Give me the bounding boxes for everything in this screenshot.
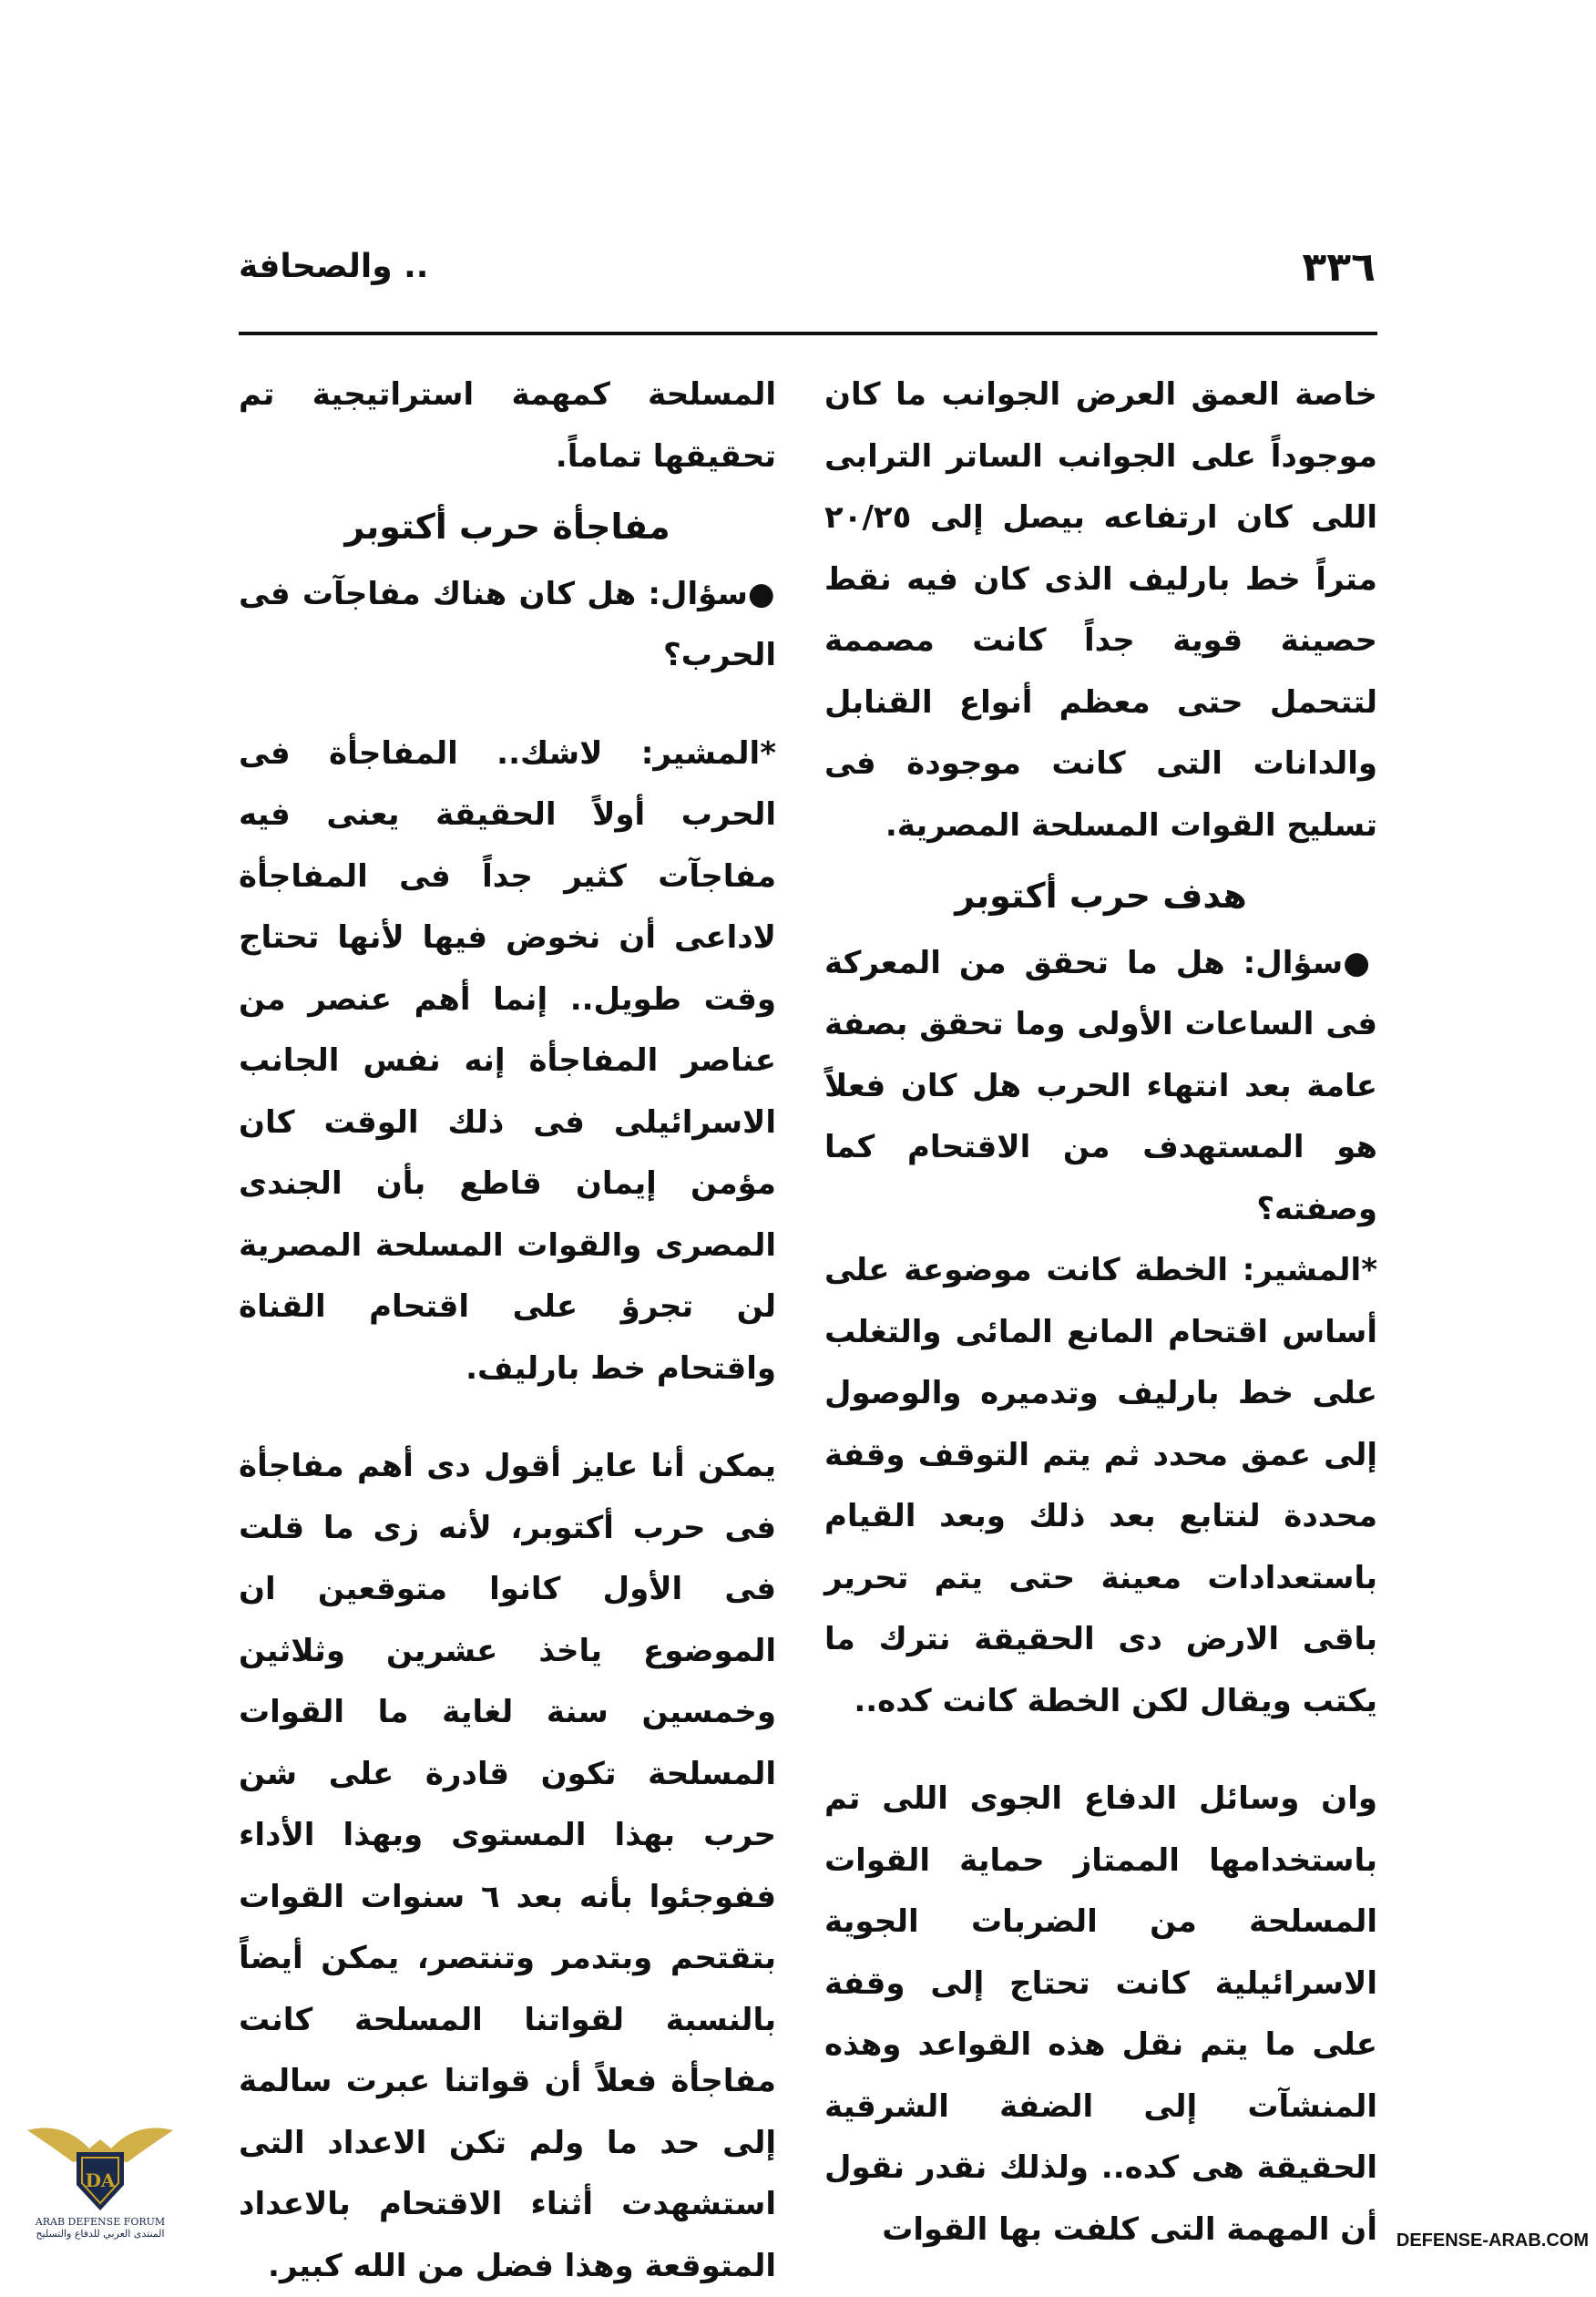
question-label: سؤال: <box>648 575 748 612</box>
left-column <box>239 364 776 2297</box>
question <box>239 564 776 687</box>
asterisk-icon: * <box>1361 1252 1377 1288</box>
answer-text: لاشك.. المفاجأة فى الحرب أولاً الحقيقة يعنى فيه مفاجآت كثير جداً فى المفاجأة لاداعى أن نخوض فيها لأنها تحتاج وقت طويل.. إنما أهم عنصر من عناصر المفاجأة إنه نفس الجانب الاسرائيلى فى ذلك الوقت كان مؤمن إيمان قاطع بأن الجندى المصرى والقوات المسلحة المصرية لن تجرؤ على اقتحام القناة واقتحام خط بارليف. <box>239 734 776 1387</box>
watermark-url[interactable]: DEFENSE-ARAB.COM <box>1396 2230 1589 2251</box>
header-rule <box>239 332 1377 335</box>
eagle-shield-icon <box>18 2112 182 2220</box>
paragraph: يمكن أنا عايز أقول دى أهم مفاجأة فى حرب أكتوبر، لأنه زى ما قلت فى الأول كانوا متوقعين ان الموضوع ياخذ عشرين وثلاثين وخمسين سنة لغاية ما القوات المسلحة تكون قادرة على شن حرب بهذا المستوى وبهذا الأداء ففوجئوا بأنه بعد ٦ سنوات القوات بتقتحم وبتدمر وتنتصر، يمكن أيضاً بالنسبة لقواتنا المسلحة كانت مفاجأة فعلاً أن قواتنا عبرت سالمة إلى حد ما ولم تكن الاعداد التى استشهدت أثناء الاقتحام بالاعداد المتوقعة وهذا فضل من الله كبير. <box>239 1448 776 2284</box>
page-number: ٣٣٦ <box>1302 244 1376 291</box>
answer <box>824 1240 1377 1732</box>
bullet-icon: ● <box>1343 944 1378 981</box>
answer-label: المشير: <box>1242 1252 1362 1288</box>
question-text: هل ما تحقق من المعركة فى الساعات الأولى وما تحقق بصفة عامة بعد انتهاء الحرب هل كان فعلاً هو المستهدف من الاقتحام كما وصفته؟ <box>824 944 1377 1227</box>
right-column <box>824 364 1377 2261</box>
running-title: .. والصحافة <box>239 248 429 285</box>
forum-logo-caption <box>18 2216 182 2240</box>
question-label: سؤال: <box>1243 944 1344 981</box>
paragraph: خاصة العمق العرض الجوانب ما كان موجوداً على الجوانب الساتر الترابى اللى كان ارتفاعه بيصل إلى ٢٠/٢٥ متراً خط بارليف الذى كان فيه نقط حصينة قوية جداً كانت مصممة لتتحمل حتى معظم أنواع القنابل والدانات التى كانت موجودة فى تسليح القوات المسلحة المصرية. <box>824 376 1377 844</box>
question <box>824 933 1377 1241</box>
section-heading: هدف حرب أكتوبر <box>955 876 1247 916</box>
paragraph: وان وسائل الدفاع الجوى اللى تم باستخدامها الممتاز حماية القوات المسلحة من الضربات الجوية الاسرائيلية كانت تحتاج إلى وقفة على ما يتم نقل هذه القواعد وهذه المنشآت إلى الضفة الشرقية الحقيقة هى كده.. ولذلك نقدر نقول أن المهمة التى كلفت بها القوات <box>824 1780 1377 2248</box>
bullet-icon: ● <box>747 575 776 612</box>
forum-name: ARAB DEFENSE FORUM <box>35 2216 166 2228</box>
answer <box>239 723 776 1400</box>
answer-label: المشير: <box>640 734 761 772</box>
question-text: هل كان هناك مفاجآت فى الحرب؟ <box>239 575 776 673</box>
asterisk-icon: * <box>760 734 776 772</box>
paragraph: المسلحة كمهمة استراتيجية تم تحقيقها تماماً. <box>239 376 776 475</box>
answer-text: الخطة كانت موضوعة على أساس اقتحام المانع المائى والتغلب على خط بارليف وتدميره والوصول إلى عمق محدد ثم يتم التوقف وقفة محددة لنتابع بعد ذلك وبعد القيام باستعدادات معينة حتى يتم تحرير باقى الارض دى الحقيقة نترك ما يكتب ويقال لكن الخطة كانت كده.. <box>824 1252 1377 1719</box>
forum-name-arabic: المنتدى العربي للدفاع والتسليح <box>36 2228 165 2240</box>
logo-letters: DA <box>85 2169 116 2191</box>
section-heading: مفاجأة حرب أكتوبر <box>344 507 670 547</box>
